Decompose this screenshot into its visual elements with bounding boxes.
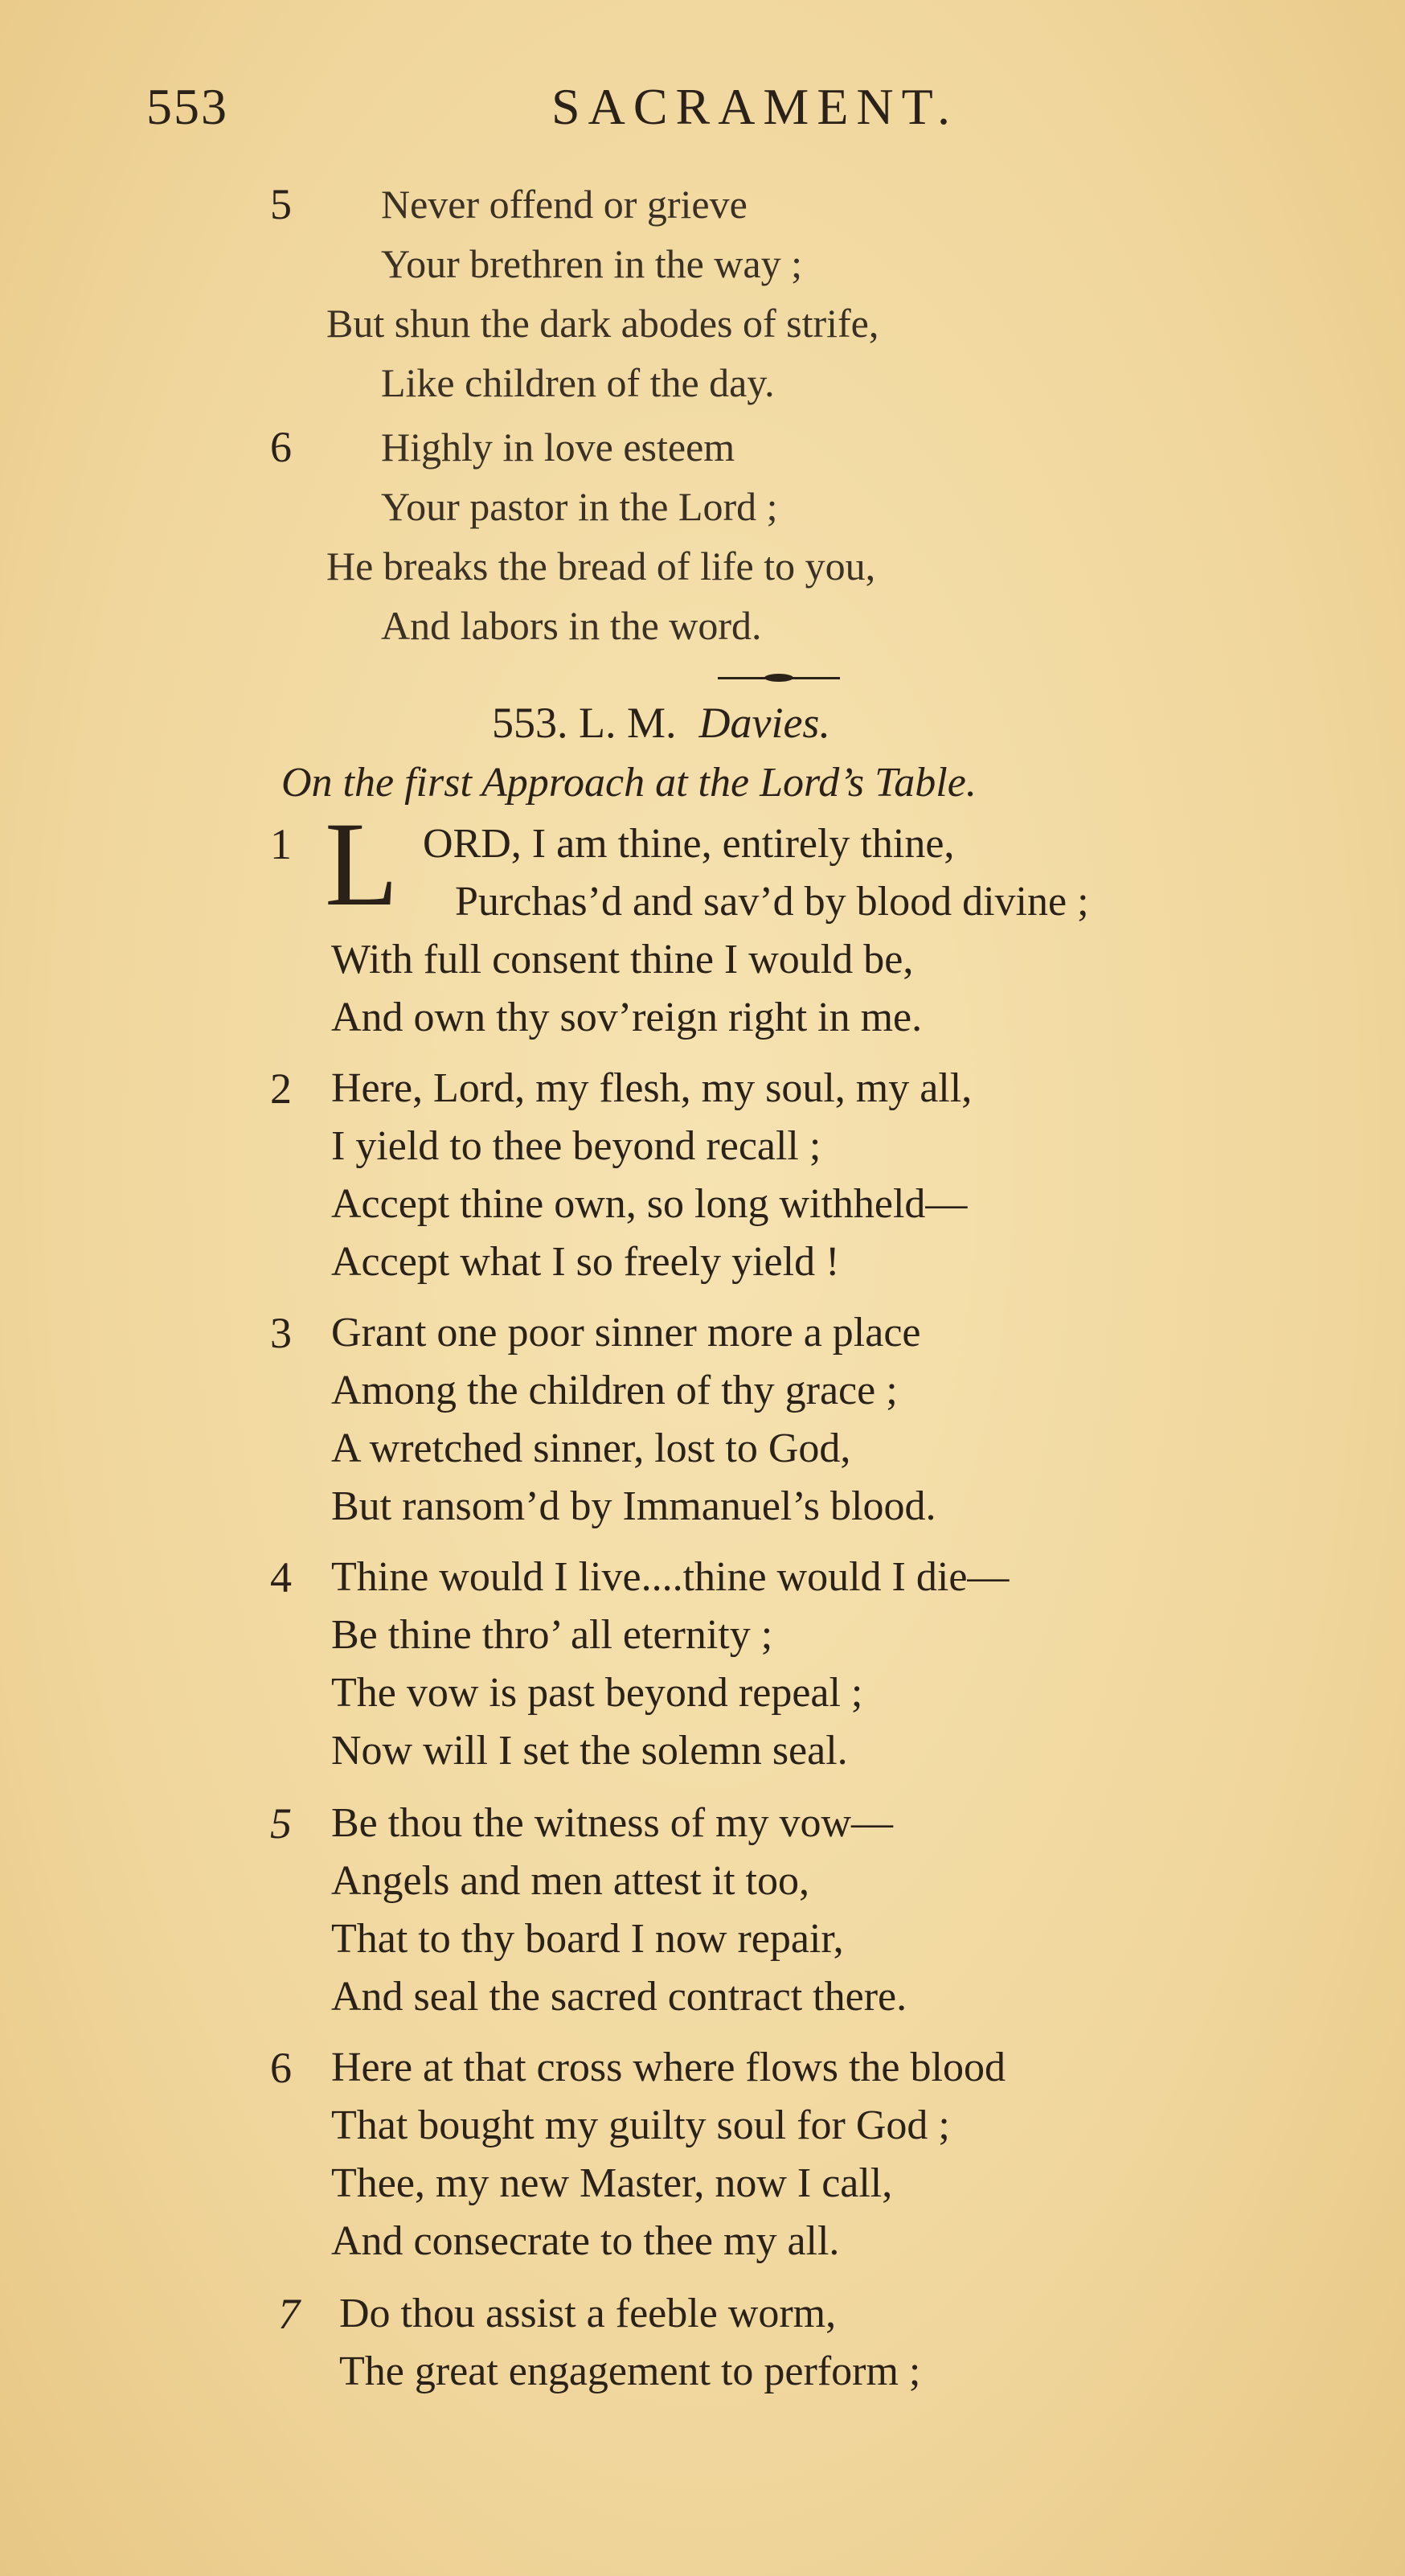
verse-line: Thine would I live....thine would I die— [331, 1554, 1010, 1600]
drop-cap: L [325, 798, 399, 931]
verse-line: Accept thine own, so long withheld— [331, 1181, 968, 1227]
stanza-number: 4 [270, 1553, 292, 1602]
verse-line: Be thou the witness of my vow— [331, 1800, 894, 1846]
verse-line: Like children of the day. [381, 360, 775, 405]
verse-line: Your brethren in the way ; [381, 241, 802, 286]
verse-line: And own thy sov’reign right in me. [331, 995, 923, 1040]
verse-line: A wretched sinner, lost to God, [331, 1425, 851, 1471]
verse-line: Angels and men attest it too, [331, 1858, 810, 1904]
verse-line: Your pastor in the Lord ; [381, 484, 778, 529]
verse-line: But ransom’d by Immanuel’s blood. [331, 1483, 936, 1529]
page-number: 553 [146, 78, 228, 135]
verse-line: And labors in the word. [381, 603, 762, 648]
stanza-number: 1 [270, 820, 292, 868]
verse-line: Here at that cross where flows the blood [331, 2045, 1006, 2090]
hymn-author: Davies. [698, 699, 830, 747]
verse-line: He breaks the bread of life to you, [326, 544, 876, 589]
verse-line: Purchas’d and sav’d by blood divine ; [455, 879, 1089, 925]
section-divider [718, 677, 840, 679]
verse-line: Now will I set the solemn seal. [331, 1728, 848, 1774]
hymn-subtitle: On the first Approach at the Lord’s Table. [281, 760, 977, 806]
verse-line: Among the children of thy grace ; [331, 1368, 898, 1413]
stanza-number: 5 [270, 180, 292, 228]
verse-line: But shun the dark abodes of strife, [326, 301, 879, 346]
verse-line: Thee, my new Master, now I call, [331, 2160, 893, 2206]
stanza-number: 3 [270, 1309, 292, 1357]
hymn-heading [492, 698, 830, 748]
verse-line: Grant one poor sinner more a place [331, 1310, 921, 1356]
hymn-number-meter: 553. L. M. [492, 699, 677, 747]
verse-line: And consecrate to thee my all. [331, 2218, 840, 2264]
stanza-number: 5 [270, 1799, 292, 1848]
verse-line: Do thou assist a feeble worm, [339, 2291, 837, 2336]
stanza-number: 6 [270, 2044, 292, 2092]
verse-line: With full consent thine I would be, [331, 937, 914, 982]
verse-line: Be thine thro’ all eternity ; [331, 1612, 773, 1658]
verse-line: ORD, I am thine, entirely thine, [423, 821, 955, 867]
verse-line: Never offend or grieve [381, 182, 748, 227]
verse-line: And seal the sacred contract there. [331, 1974, 907, 2020]
verse-line: The vow is past beyond repeal ; [331, 1670, 863, 1716]
verse-line: That to thy board I now repair, [331, 1916, 844, 1962]
page-header [0, 77, 1405, 150]
stanza-number: 6 [270, 423, 292, 471]
verse-line: Here, Lord, my flesh, my soul, my all, [331, 1065, 973, 1111]
verse-line: Accept what I so freely yield ! [331, 1239, 840, 1285]
running-head: SACRAMENT. [551, 78, 958, 135]
stanza-number: 2 [270, 1064, 292, 1113]
verse-line: The great engagement to perform ; [339, 2348, 921, 2394]
verse-line: Highly in love esteem [381, 425, 735, 470]
stanza-number: 7 [278, 2290, 300, 2338]
verse-line: That bought my guilty soul for God ; [331, 2102, 950, 2148]
verse-line: I yield to thee beyond recall ; [331, 1123, 821, 1169]
